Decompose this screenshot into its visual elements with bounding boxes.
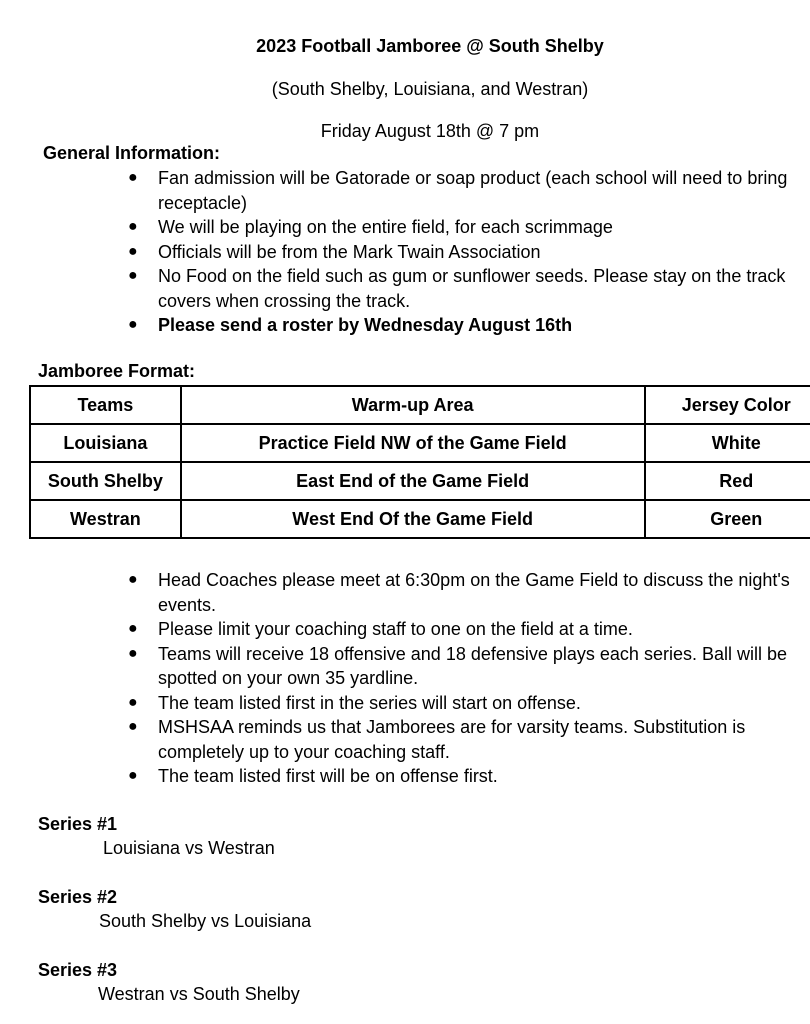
list-item: ● The team listed first in the series will start on offense. xyxy=(0,691,810,716)
jersey-color-cell: Red xyxy=(645,462,810,500)
bullet-icon: ● xyxy=(128,693,138,711)
bullet-icon: ● xyxy=(128,644,138,662)
team-cell: South Shelby xyxy=(30,462,181,500)
bullet-icon: ● xyxy=(128,571,138,588)
series-2-matchup: South Shelby vs Louisiana xyxy=(99,911,312,931)
bullet-icon: ● xyxy=(128,767,138,784)
column-header-jersey-color: Jersey Color xyxy=(645,386,810,424)
table-row xyxy=(30,500,810,538)
table-row xyxy=(30,462,810,500)
table-header-row xyxy=(30,386,810,424)
list-item: ● Fan admission will be Gatorade or soap product (each school will need to bring receptacle) xyxy=(128,168,788,213)
column-header-warmup-area: Warm-up Area xyxy=(181,386,645,424)
list-item: ● Officials will be from the Mark Twain Association xyxy=(0,240,810,265)
bullet-icon: ● xyxy=(128,267,138,284)
bullet-icon: ● xyxy=(128,316,138,333)
participating-teams: (South Shelby, Louisiana, and Westran) xyxy=(271,79,589,99)
jersey-color-cell: Green xyxy=(645,500,810,538)
jersey-color-cell: White xyxy=(645,424,810,462)
team-cell: Louisiana xyxy=(30,424,181,462)
series-1-title: Series #1 xyxy=(38,814,118,834)
bullet-icon: ● xyxy=(128,718,138,735)
list-item: ● The team listed first will be on offense first. xyxy=(0,764,810,789)
list-item: ● We will be playing on the entire field, for each scrimmage xyxy=(0,215,810,240)
column-header-teams: Teams xyxy=(30,386,181,424)
warmup-area-cell: Practice Field NW of the Game Field xyxy=(181,424,645,462)
series-3-matchup: Westran vs South Shelby xyxy=(98,984,300,1004)
series-3-title: Series #3 xyxy=(38,960,118,980)
list-item: ● Head Coaches please meet at 6:30pm on the Game Field to discuss the night's events. xyxy=(128,570,790,615)
table-row xyxy=(30,424,810,462)
warmup-area-cell: West End Of the Game Field xyxy=(181,500,645,538)
general-info-heading: General Information: xyxy=(43,143,221,163)
general-info-list xyxy=(0,166,810,338)
list-item: ● No Food on the field such as gum or sunflower seeds. Please stay on the track covers when crossing the track. xyxy=(128,266,786,311)
series-1-matchup: Louisiana vs Westran xyxy=(103,838,275,858)
bullet-icon: ● xyxy=(128,169,138,186)
document-title: 2023 Football Jamboree @ South Shelby xyxy=(256,36,604,56)
jamboree-format-heading: Jamboree Format: xyxy=(38,361,196,381)
series-2-title: Series #2 xyxy=(38,887,118,907)
bullet-icon: ● xyxy=(128,620,138,637)
bullet-icon: ● xyxy=(128,218,138,235)
bullet-icon: ● xyxy=(128,242,138,260)
event-date: Friday August 18th @ 7 pm xyxy=(320,121,540,141)
jamboree-notes-list xyxy=(0,568,810,789)
list-item: ● Please limit your coaching staff to one on the field at a time. xyxy=(0,617,810,642)
list-item: ● Please send a roster by Wednesday August 16th xyxy=(0,313,810,338)
list-item: ● Teams will receive 18 offensive and 18 defensive plays each series. Ball will be spotted on your own 35 yardline. xyxy=(128,643,787,688)
team-cell: Westran xyxy=(30,500,181,538)
jamboree-format-table xyxy=(29,385,810,539)
warmup-area-cell: East End of the Game Field xyxy=(181,462,645,500)
list-item: ● MSHSAA reminds us that Jamborees are for varsity teams. Substitution is completely up to your coaching staff. xyxy=(128,717,746,762)
